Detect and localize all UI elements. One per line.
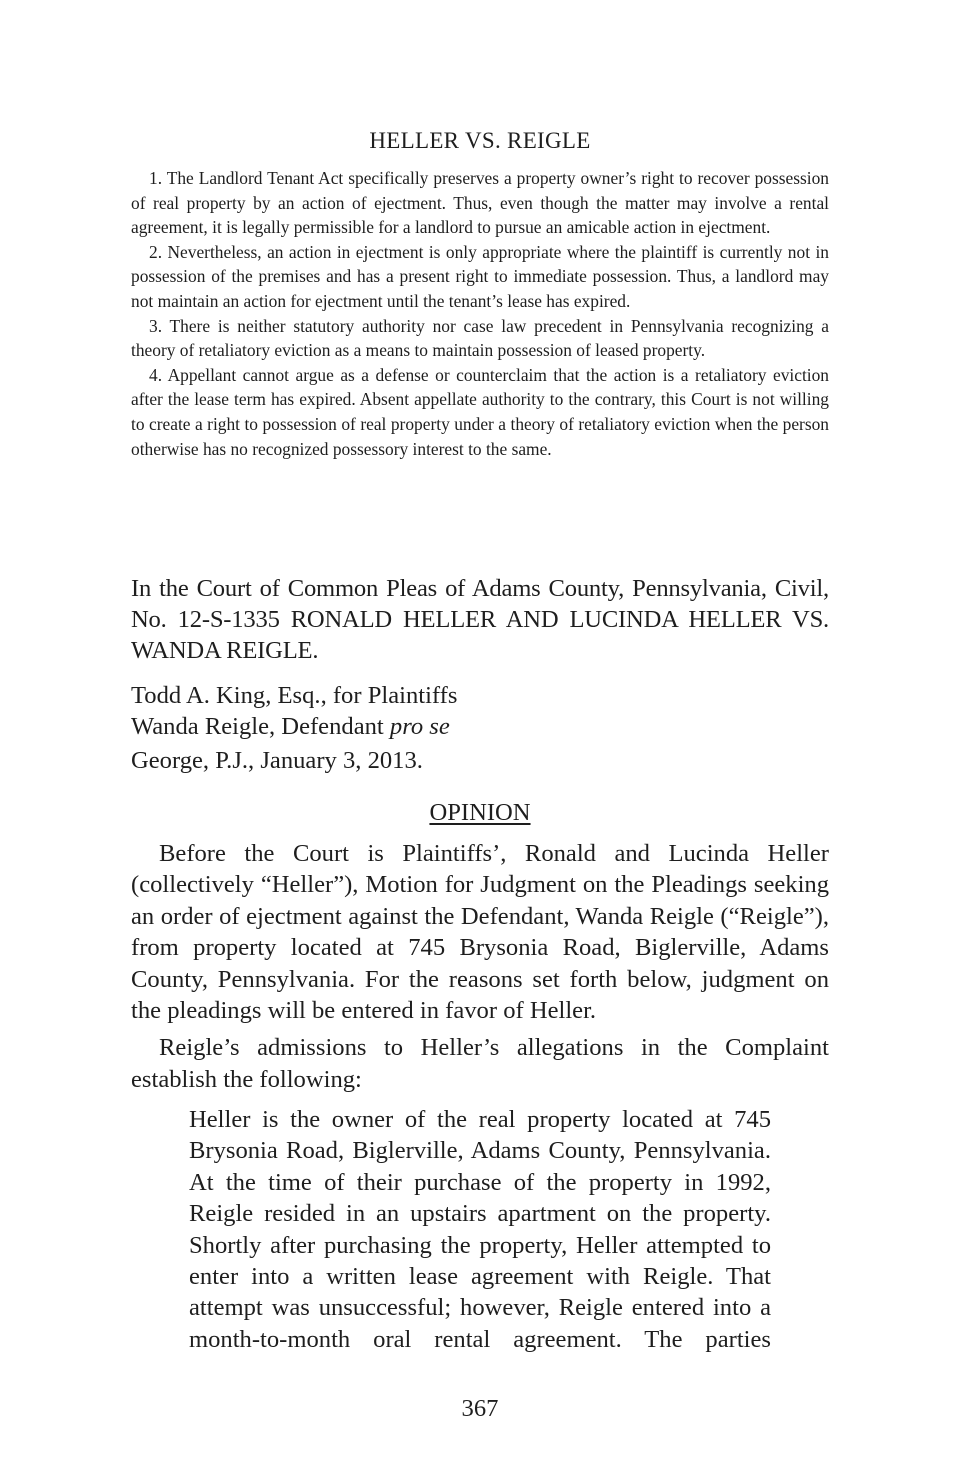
block-quote	[189, 1104, 771, 1355]
headnote-2: 2. Nevertheless, an action in ejectment is only appropriate where the plaintiff is currently not in possession of the premises and has a present right to immediate possession. Thus, a landlord may not maintain an action for ejectment until the tenant’s lease has expired.	[131, 241, 829, 311]
quote-line: Heller is the owner of the real property located at 745	[189, 1106, 771, 1133]
quote-line: enter into a written lease agreement with Reigle. That	[189, 1263, 771, 1291]
body-paragraph-2: Reigle’s admissions to Heller’s allegations in the Complaint establish the following:	[131, 1034, 829, 1093]
headnote-3: 3. There is neither statutory authority nor case law precedent in Pennsylvania recognizing a theory of retaliatory eviction as a means to maintain possession of leased property.	[131, 315, 829, 361]
quote-line: Reigle resided in an upstairs apartment on the property.	[189, 1200, 771, 1228]
quote-line: Brysonia Road, Biglerville, Adams County, Pennsylvania.	[189, 1137, 771, 1165]
plaintiffs-counsel: Todd A. King, Esq., for Plaintiffs	[131, 682, 458, 709]
headnotes	[131, 166, 829, 461]
defendant-name: Wanda Reigle, Defendant	[131, 713, 390, 740]
quote-line: attempt was unsuccessful; however, Reigle entered into a	[189, 1294, 771, 1322]
quote-line: Shortly after purchasing the property, Heller attempted to	[189, 1231, 771, 1259]
quote-line: month-to-month oral rental agreement. The parties	[189, 1325, 771, 1353]
counsel-block	[131, 680, 829, 742]
headnote-1: 1. The Landlord Tenant Act specifically preserves a property owner’s right to recover possession of real property by an action of ejectment. Thus, even though the matter may involve a rental agreement, it is legally permissible for a landlord to pursue an amicable action in ejectment.	[131, 168, 829, 238]
document-page	[131, 0, 829, 1483]
opinion-body	[131, 838, 829, 1101]
judge-date-line: George, P.J., January 3, 2013.	[131, 747, 423, 774]
body-paragraph-1: Before the Court is Plaintiffs’, Ronald and Lucinda Heller (collectively “Heller”), Motion for Judgment on the Pleadings seeking an order of ejectment against the Defendant, Wanda Reigle (“Reigle”), from property located at 745 Brysonia Road, Biglerville, Adams County, Pennsylvania. For the reasons set forth below, judgment on the pleadings will be entered in favor of Heller.	[131, 840, 829, 1025]
pro-se-label: pro se	[389, 713, 450, 740]
opinion-heading: OPINION	[429, 799, 531, 826]
running-head: HELLER VS. REIGLE	[369, 128, 591, 153]
case-caption: In the Court of Common Pleas of Adams County, Pennsylvania, Civil, No. 12-S-1335 RONALD HELLER AND LUCINDA HELLER VS. WANDA REIGLE.	[131, 575, 829, 664]
headnote-4: 4. Appellant cannot argue as a defense or counterclaim that the action is a retaliatory eviction after the lease term has expired. Absent appellate authority to the contrary, this Court is not willing to create a right to possession of real property under a theory of retaliatory eviction when the person otherwise has no recognized possessory interest to the same.	[131, 364, 829, 459]
page-number: 367	[461, 1395, 499, 1422]
quote-line: At the time of their purchase of the property in 1992,	[189, 1168, 771, 1196]
defendant-counsel	[131, 711, 829, 742]
